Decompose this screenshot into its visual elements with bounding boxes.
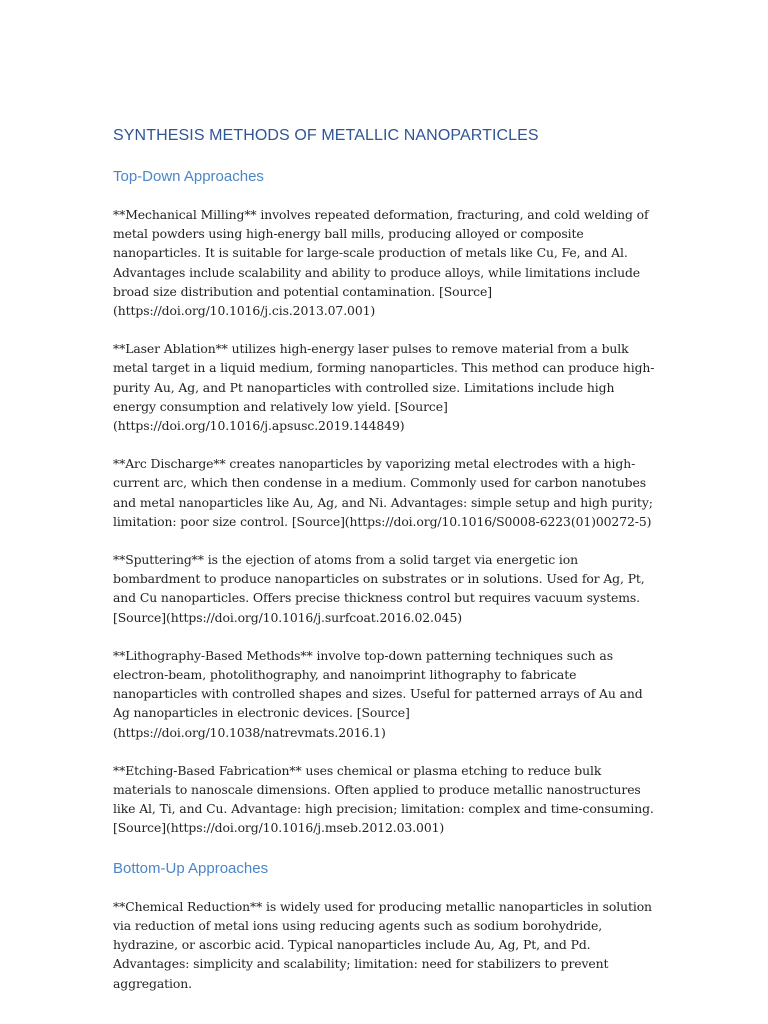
section-heading-bottom-up: Bottom-Up Approaches (113, 859, 269, 877)
paragraph-laser-ablation: **Laser Ablation** utilizes high-energy laser pulses to remove material from a bulk metal target in a liquid medium, forming nanoparticles. This method can produce high-purity Au, Ag, and Pt nanoparticles with controlled size. Limitations include high energy consumption and relatively low yield. [Source](https://doi.org/10.1016/j.apsusc.2019.144849) (113, 341, 655, 434)
paragraph-sputtering: **Sputtering** is the ejection of atoms from a solid target via energetic ion bombardment to produce nanoparticles on substrates or in solutions. Used for Ag, Pt, and Cu nanoparticles. Offers precise thickness control but requires vacuum systems. [Source](https://doi.org/10.1016/j.surfcoat.2016.02.045) (113, 552, 645, 625)
paragraph-chemical-reduction: **Chemical Reduction** is widely used for producing metallic nanoparticles in solution via reduction of metal ions using reducing agents such as sodium borohydride, hydrazine, or ascorbic acid. Typical nanoparticles include Au, Ag, Pt, and Pd. Advantages: simplicity and scalability; limitation: need for stabilizers to prevent aggregation. (113, 898, 652, 991)
document-title: SYNTHESIS METHODS OF METALLIC NANOPARTICLES (113, 127, 539, 144)
paragraph-mechanical-milling: **Mechanical Milling** involves repeated deformation, fracturing, and cold welding of metal powders using high-energy ball mills, producing alloyed or composite nanoparticles. It is suitable for large-scale production of metals like Cu, Fe, and Al. Advantages include scalability and ability to produce alloys, while limitations include broad size distribution and potential contamination. [Source](https://doi.org/10.1016/j.cis.2013.07.001) (113, 207, 649, 319)
paragraph-arc-discharge: **Arc Discharge** creates nanoparticles by vaporizing metal electrodes with a high-current arc, which then condense in a medium. Commonly used for carbon nanotubes and metal nanoparticles like Au, Ag, and Ni. Advantages: simple setup and high purity; limitation: poor size control. [Source](https://doi.org/10.1016/S0008-6223(01)00272-5) (113, 456, 653, 529)
section-heading-top-down: Top-Down Approaches (113, 168, 264, 185)
document-body (113, 124, 658, 1012)
paragraph-lithography: **Lithography-Based Methods** involve top-down patterning techniques such as electron-beam, photolithography, and nanoimprint lithography to fabricate nanoparticles with controlled shapes and sizes. Useful for patterned arrays of Au and Ag nanoparticles in electronic devices. [Source](https://doi.org/10.1038/natrevmats.2016.1) (113, 647, 643, 740)
paragraph-etching: **Etching-Based Fabrication** uses chemical or plasma etching to reduce bulk materials to nanoscale dimensions. Often applied to produce metallic nanostructures like Al, Ti, and Cu. Advantage: high precision; limitation: complex and time-consuming. [Source](https://doi.org/10.1016/j.mseb.2012.03.001) (113, 762, 654, 836)
